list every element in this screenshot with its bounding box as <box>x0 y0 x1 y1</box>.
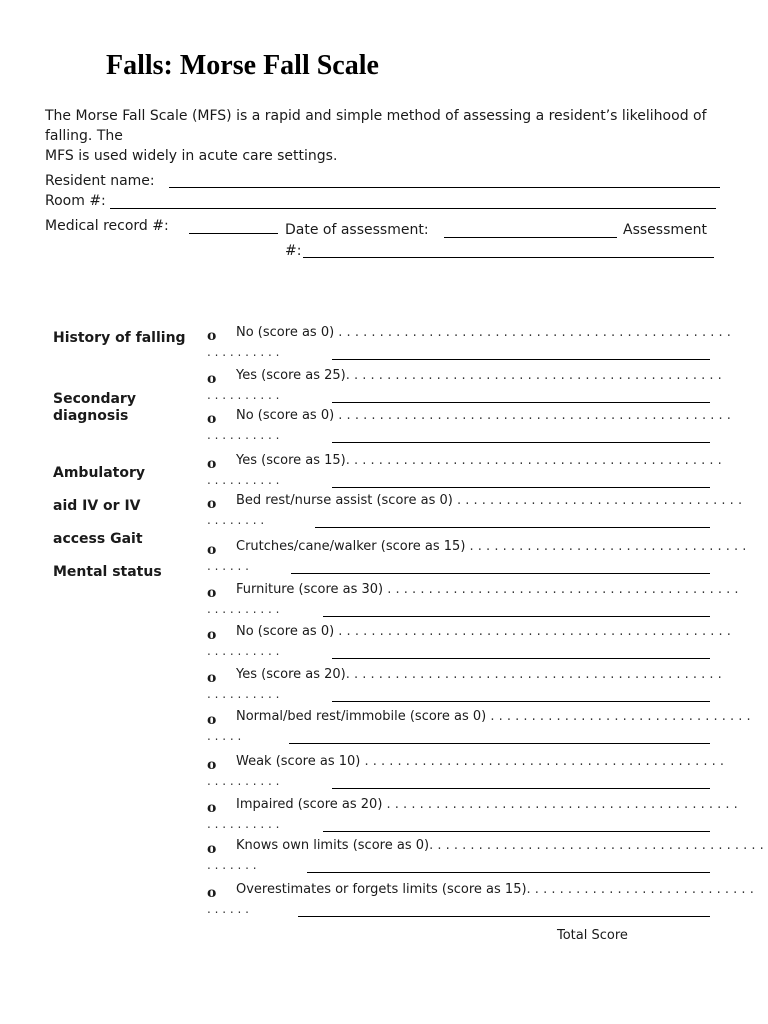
option-row[interactable] <box>236 493 743 508</box>
option-label: Yes (score as 25) <box>236 368 346 383</box>
option-leader-dots: . . . . . . . . . . . . . . . . . . . . . . . . . . . . . . . . . . . . . . . . . . . . <box>364 754 724 769</box>
option-label: Furniture (score as 30) <box>236 582 388 597</box>
option-row[interactable] <box>236 624 731 639</box>
intro-line-1: The Morse Fall Scale (MFS) is a rapid and simple method of assessing a resident’s likelihood of falling. The <box>45 108 707 144</box>
option-leader-dots-continued: . . . . . <box>207 729 242 743</box>
page-title: Falls: Morse Fall Scale <box>106 50 379 81</box>
category-mental-status: Mental status <box>53 564 162 580</box>
option-leader-dots-continued: . . . . . . . . . . <box>207 602 280 616</box>
category-aid-iv: aid IV or IV <box>53 498 141 514</box>
intro-paragraph <box>45 106 725 166</box>
score-entry-line[interactable] <box>332 658 710 659</box>
option-leader-dots-continued: . . . . . . <box>207 902 249 916</box>
resident-name-field[interactable] <box>169 187 720 188</box>
option-leader-dots-continued: . . . . . . . . . . <box>207 388 280 402</box>
option-leader-dots: . . . . . . . . . . . . . . . . . . . . . . . . . . . . . . . . . . . . . . . . . . . . . . <box>345 453 722 468</box>
radio-bullet-icon[interactable]: o <box>207 712 217 728</box>
date-of-assessment-field[interactable] <box>444 237 617 238</box>
option-leader-dots-continued: . . . . . . . . . . <box>207 473 280 487</box>
option-leader-dots-continued: . . . . . . <box>207 559 249 573</box>
score-entry-line[interactable] <box>332 359 710 360</box>
option-leader-dots: . . . . . . . . . . . . . . . . . . . . . . . . . . . . . . . . . . . <box>456 493 743 508</box>
option-label: Knows own limits (score as 0) <box>236 838 430 853</box>
score-entry-line[interactable] <box>315 527 710 528</box>
option-leader-dots-continued: . . . . . . . . <box>207 513 265 527</box>
resident-name-label: Resident name: <box>45 173 155 189</box>
option-label: No (score as 0) <box>236 408 339 423</box>
medical-record-field[interactable] <box>189 233 278 234</box>
radio-bullet-icon[interactable]: o <box>207 328 217 344</box>
option-leader-dots: . . . . . . . . . . . . . . . . . . . . . . . . . . . . . . . . . . . . . . . . . . . . . . <box>345 368 722 383</box>
option-row[interactable] <box>236 539 747 554</box>
option-label: Weak (score as 10) <box>236 754 365 769</box>
option-row[interactable] <box>236 797 738 812</box>
option-label: No (score as 0) <box>236 624 339 639</box>
option-row[interactable] <box>236 408 731 423</box>
total-score-label: Total Score <box>557 928 628 943</box>
option-leader-dots-continued: . . . . . . . . . . <box>207 774 280 788</box>
category-access-gait: access Gait <box>53 531 143 547</box>
option-leader-dots-continued: . . . . . . . . . . <box>207 644 280 658</box>
date-of-assessment-label: Date of assessment: <box>285 222 429 238</box>
score-entry-line[interactable] <box>332 442 710 443</box>
score-entry-line[interactable] <box>332 487 710 488</box>
option-leader-dots: . . . . . . . . . . . . . . . . . . . . . . . . . . . . . . . . . . . . . . . . . . . . . . <box>345 667 722 682</box>
option-label: Impaired (score as 20) <box>236 797 387 812</box>
score-entry-line[interactable] <box>289 743 710 744</box>
option-leader-dots: . . . . . . . . . . . . . . . . . . . . . . . . . . . . . . . . <box>490 709 751 724</box>
option-row[interactable] <box>236 709 751 724</box>
option-leader-dots-continued: . . . . . . . . . . <box>207 428 280 442</box>
option-leader-dots-continued: . . . . . . . . . . <box>207 817 280 831</box>
option-label: Normal/bed rest/immobile (score as 0) <box>236 709 491 724</box>
room-label: Room #: <box>45 193 106 209</box>
intro-line-2: MFS is used widely in acute care settings. <box>45 148 338 164</box>
category-secondary-diagnosis: Secondary diagnosis <box>53 391 136 424</box>
radio-bullet-icon[interactable]: o <box>207 496 217 512</box>
option-label: Yes (score as 15) <box>236 453 346 468</box>
radio-bullet-icon[interactable]: o <box>207 627 217 643</box>
option-row[interactable] <box>236 754 724 769</box>
option-leader-dots-continued: . . . . . . . . . . <box>207 345 280 359</box>
option-leader-dots-continued: . . . . . . . <box>207 858 257 872</box>
option-leader-dots: . . . . . . . . . . . . . . . . . . . . . . . . . . . . . . . . . . . . . . . . . <box>429 838 764 853</box>
option-label: Overestimates or forgets limits (score as 15) <box>236 882 527 897</box>
option-leader-dots: . . . . . . . . . . . . . . . . . . . . . . . . . . . . . . . . . . <box>469 539 747 554</box>
option-leader-dots: . . . . . . . . . . . . . . . . . . . . . . . . . . . . <box>526 882 754 897</box>
score-entry-line[interactable] <box>323 616 710 617</box>
radio-bullet-icon[interactable]: o <box>207 585 217 601</box>
radio-bullet-icon[interactable]: o <box>207 542 217 558</box>
option-label: Yes (score as 20) <box>236 667 346 682</box>
score-entry-line[interactable] <box>332 402 710 403</box>
option-label: Crutches/cane/walker (score as 15) <box>236 539 470 554</box>
option-row[interactable] <box>236 838 764 853</box>
score-entry-line[interactable] <box>291 573 710 574</box>
option-leader-dots: . . . . . . . . . . . . . . . . . . . . . . . . . . . . . . . . . . . . . . . . . . . . . . . . <box>338 408 731 423</box>
radio-bullet-icon[interactable]: o <box>207 411 217 427</box>
option-row[interactable] <box>236 368 722 383</box>
radio-bullet-icon[interactable]: o <box>207 371 217 387</box>
option-label: No (score as 0) <box>236 325 339 340</box>
assessment-number-field[interactable] <box>303 257 714 258</box>
radio-bullet-icon[interactable]: o <box>207 456 217 472</box>
score-entry-line[interactable] <box>332 788 710 789</box>
score-entry-line[interactable] <box>323 831 710 832</box>
category-history-of-falling: History of falling <box>53 330 186 346</box>
room-field[interactable] <box>110 208 716 209</box>
medical-record-label: Medical record #: <box>45 218 169 234</box>
option-label: Bed rest/nurse assist (score as 0) <box>236 493 457 508</box>
score-entry-line[interactable] <box>298 916 710 917</box>
option-row[interactable] <box>236 882 754 897</box>
option-leader-dots: . . . . . . . . . . . . . . . . . . . . . . . . . . . . . . . . . . . . . . . . . . . <box>387 582 739 597</box>
assessment-number-label: #: <box>285 243 302 259</box>
option-leader-dots: . . . . . . . . . . . . . . . . . . . . . . . . . . . . . . . . . . . . . . . . . . . . . . . . <box>338 325 731 340</box>
radio-bullet-icon[interactable]: o <box>207 800 217 816</box>
score-entry-line[interactable] <box>332 701 710 702</box>
radio-bullet-icon[interactable]: o <box>207 670 217 686</box>
option-leader-dots: . . . . . . . . . . . . . . . . . . . . . . . . . . . . . . . . . . . . . . . . . . . . . . . . <box>338 624 731 639</box>
option-row[interactable] <box>236 667 722 682</box>
option-row[interactable] <box>236 325 731 340</box>
option-leader-dots-continued: . . . . . . . . . . <box>207 687 280 701</box>
option-row[interactable] <box>236 582 739 597</box>
radio-bullet-icon[interactable]: o <box>207 841 217 857</box>
radio-bullet-icon[interactable]: o <box>207 885 217 901</box>
option-row[interactable] <box>236 453 722 468</box>
radio-bullet-icon[interactable]: o <box>207 757 217 773</box>
assessment-label: Assessment <box>623 222 707 238</box>
score-entry-line[interactable] <box>307 872 710 873</box>
category-ambulatory: Ambulatory <box>53 465 145 481</box>
option-leader-dots: . . . . . . . . . . . . . . . . . . . . . . . . . . . . . . . . . . . . . . . . . . . <box>386 797 738 812</box>
